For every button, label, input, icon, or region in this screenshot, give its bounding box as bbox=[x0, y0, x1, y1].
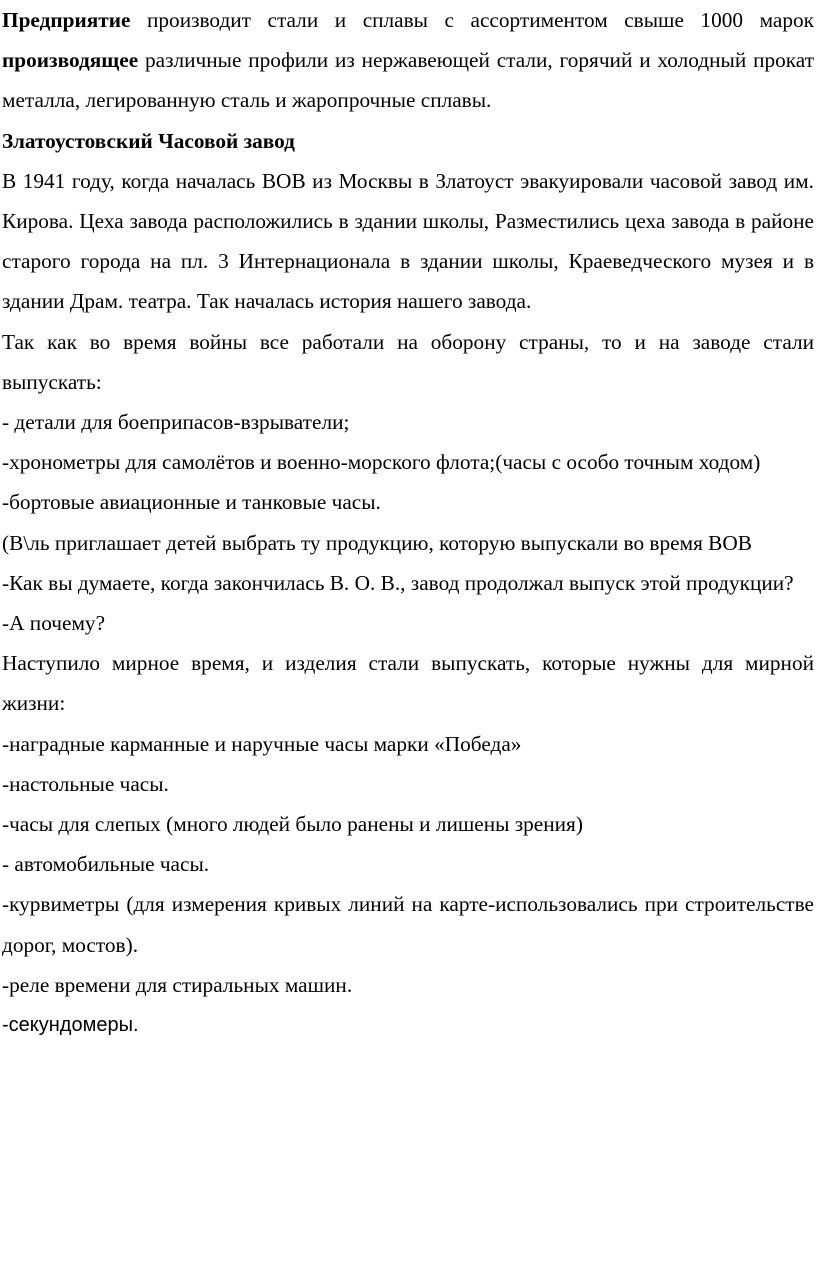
document-page bbox=[2, 0, 814, 1269]
teacher-note: (В\ль приглашает детей выбрать ту продукцию, которую выпускали во время ВОВ bbox=[2, 530, 752, 555]
question-2: -А почему? bbox=[2, 611, 106, 636]
war-item-chronometers: -хронометры для самолётов и военно-морского флота;(часы с особо точным ходом) bbox=[2, 450, 761, 475]
war-item-onboard-clocks: -бортовые авиационные и танковые часы. bbox=[2, 490, 381, 515]
intro-text-1: производит стали и сплавы с ассортиментом свыше 1000 марок bbox=[130, 8, 814, 32]
intro-bold-lead: Предприятие bbox=[2, 8, 131, 32]
war-intro-paragraph: Так как во время войны все работали на оборону страны, то и на заводе стали выпускать: bbox=[2, 329, 814, 394]
intro-bold-mid: производящее bbox=[2, 48, 139, 73]
peace-item-curvimeters: -курвиметры (для измерения кривых линий на карте-использовались при строительстве дорог, мостов). bbox=[2, 892, 814, 957]
history-paragraph: В 1941 году, когда началась ВОВ из Москвы в Златоуст эвакуировали часовой завод им. Кирова. Цеха завода расположились в здании школы, Разместились цеха завода в районе старого города на пл. 3 Интернационала в здании школы, Краеведческого музея и в здании Драм. театра. Так началась история нашего завода. bbox=[2, 168, 814, 314]
intro-text-2: различные профили из нержавеющей стали, горячий и холодный прокат металла, легированную сталь и жаропрочные сплавы. bbox=[2, 48, 814, 113]
section-heading bbox=[2, 121, 814, 161]
peace-item-stopwatches: -секундомеры. bbox=[2, 1014, 139, 1037]
peace-item-car-clocks: - автомобильные часы. bbox=[2, 852, 210, 877]
war-item-fuses: - детали для боеприпасов-взрыватели; bbox=[2, 410, 350, 435]
peace-item-table-clocks: -настольные часы. bbox=[2, 771, 169, 796]
section-heading-text: Златоустовский Часовой завод bbox=[2, 128, 295, 153]
peace-item-blind-watches: -часы для слепых (много людей было ранены и лишены зрения) bbox=[2, 812, 583, 837]
peace-intro-paragraph: Наступило мирное время, и изделия стали выпускать, которые нужны для мирной жизни: bbox=[2, 651, 814, 716]
peace-item-award-watches: -наградные карманные и наручные часы марки «Победа» bbox=[2, 731, 522, 756]
intro-paragraph bbox=[2, 0, 814, 121]
peace-item-timer-relays: -реле времени для стиральных машин. bbox=[2, 972, 353, 997]
question-1: -Как вы думаете, когда закончилась В. О. В., завод продолжал выпуск этой продукции? bbox=[2, 570, 794, 595]
